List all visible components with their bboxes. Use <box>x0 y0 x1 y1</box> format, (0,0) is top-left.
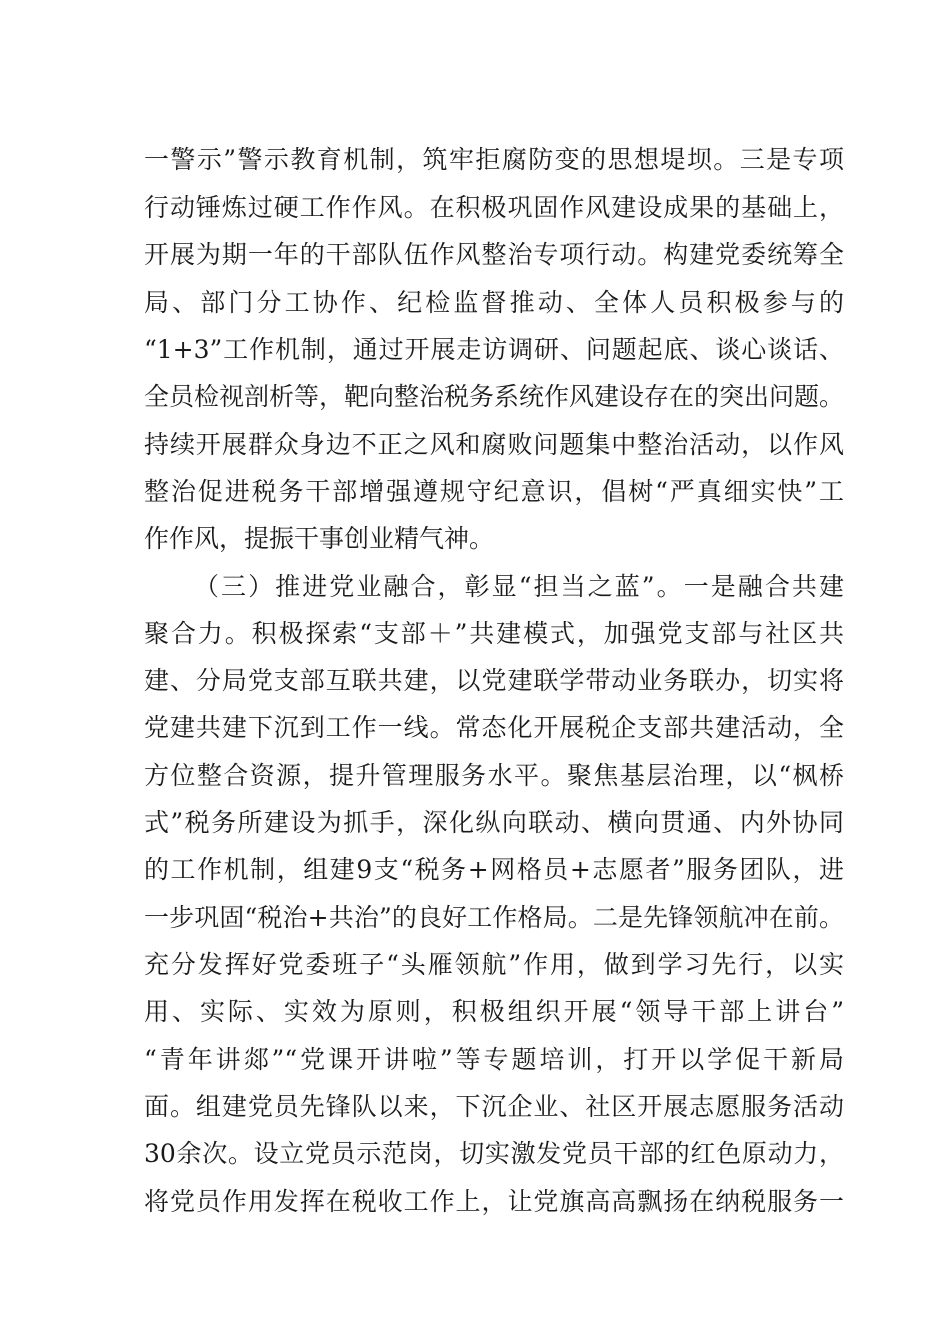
text-line: 30余次。设立党员示范岗，切实激发党员干部的红色原动力， <box>144 1139 844 1168</box>
text-line: 用、实际、实效为原则，积极组织开展“领导干部上讲台” <box>144 997 844 1026</box>
section-heading-line: （三）推进党业融合，彰显“担当之蓝”。一是融合共建 <box>194 572 844 601</box>
text-line: 建、分局党支部互联共建，以党建联学带动业务联办，切实将 <box>144 666 844 695</box>
text-line: 面。组建党员先锋队以来，下沉企业、社区开展志愿服务活动 <box>144 1092 844 1121</box>
text-line: 的工作机制，组建9支“税务+网格员+志愿者”服务团队，进 <box>144 855 844 884</box>
text-line: 一步巩固“税治+共治”的良好工作格局。二是先锋领航冲在前。 <box>144 903 844 932</box>
text-line: 持续开展群众身边不正之风和腐败问题集中整治活动，以作风 <box>144 430 844 459</box>
text-line: 式”税务所建设为抓手，深化纵向联动、横向贯通、内外协同 <box>144 808 844 837</box>
text-line: 作作风，提振干事创业精气神。 <box>144 524 495 553</box>
text-line: 整治促进税务干部增强遵规守纪意识，倡树“严真细实快”工 <box>144 477 844 506</box>
text-line: 方位整合资源，提升管理服务水平。聚焦基层治理，以“枫桥 <box>144 761 844 790</box>
text-line: 充分发挥好党委班子“头雁领航”作用，做到学习先行，以实 <box>144 950 844 979</box>
text-line: 局、部门分工协作、纪检监督推动、全体人员积极参与的 <box>144 288 844 317</box>
text-line: 全员检视剖析等，靶向整治税务系统作风建设存在的突出问题。 <box>144 382 844 411</box>
text-line: 将党员作用发挥在税收工作上，让党旗高高飘扬在纳税服务一 <box>144 1187 844 1216</box>
text-line: 行动锤炼过硬工作作风。在积极巩固作风建设成果的基础上， <box>144 193 844 222</box>
text-line: 聚合力。积极探索“支部＋”共建模式，加强党支部与社区共 <box>144 619 844 648</box>
text-line: 开展为期一年的干部队伍作风整治专项行动。构建党委统筹全 <box>144 240 844 269</box>
text-line: “青年讲郯”“党课开讲啦”等专题培训，打开以学促干新局 <box>144 1045 844 1074</box>
text-line: “1+3”工作机制，通过开展走访调研、问题起底、谈心谈话、 <box>144 335 844 364</box>
text-line: 党建共建下沉到工作一线。常态化开展税企支部共建活动，全 <box>144 713 844 742</box>
text-line: 一警示”警示教育机制，筑牢拒腐防变的思想堤坝。三是专项 <box>144 145 844 174</box>
